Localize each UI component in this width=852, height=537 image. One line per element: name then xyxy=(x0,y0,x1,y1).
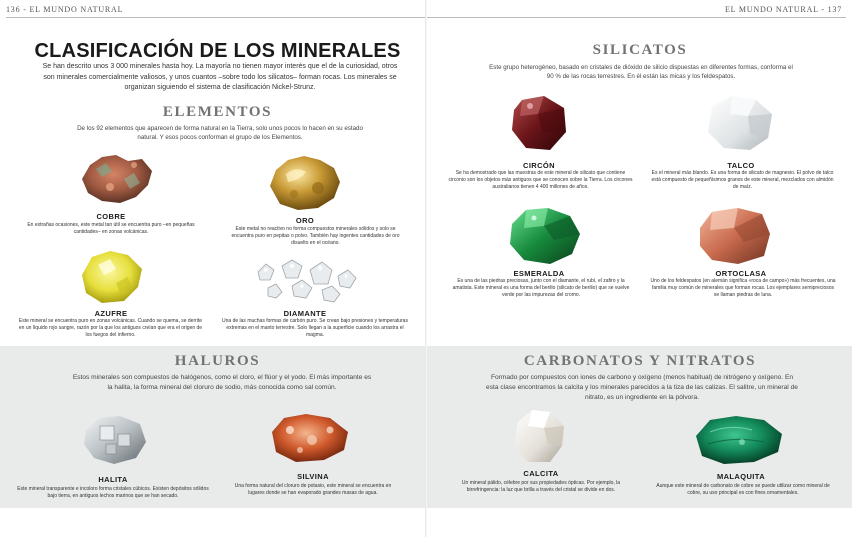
left-folio: 136 - EL MUNDO NATURAL xyxy=(6,5,124,14)
book-gutter xyxy=(425,0,427,537)
mineral-malaquita-image xyxy=(690,412,786,466)
mineral-oro-image xyxy=(266,152,342,212)
mineral-cobre-image xyxy=(76,149,156,207)
mineral-diamante-desc: Una de las muchas formas de carbón puro. Se crean bajo presiones y temperaturas extremas en el manto terrestre. Solo llegan a la superficie cuando los arrastra el magma. xyxy=(222,318,408,338)
mineral-azufre-desc: Este mineral se encuentra puro en zonas volcánicas. Cuando se quema, se derrite en un líquido rojo sangre, razón por la que los antiguos creían que era el origen de los fuegos del infierno. xyxy=(18,318,203,338)
mineral-cobre-name: COBRE xyxy=(96,212,126,221)
section-title-carbonatos: CARBONATOS Y NITRATOS xyxy=(523,353,757,369)
mineral-circon-image xyxy=(508,92,570,154)
mineral-halita-name: HALITA xyxy=(98,475,128,484)
page-intro: Se han descrito unos 3 000 minerales hasta hoy. La mayoría no tienen mayor interés que el de la curiosidad, otros son minerales comercialmente valiosos, y unos cuantos –sobre todo los silicatos– forman rocas. Los minerales se organizan siguiendo el sistema de clasificación Nickel-Strunz. xyxy=(42,63,398,91)
section-title-elementos: ELEMENTOS xyxy=(162,104,273,120)
section-intro-elementos: De los 92 elementos que aparecen de forma natural en la Tierra, solo unos pocos lo hacen en su estado natural. Y esos pocos conforman el grupo de los Elementos. xyxy=(77,125,363,141)
mineral-azufre-name: AZUFRE xyxy=(94,309,128,318)
mineral-ortoclasa-desc: Uno de los feldespatos (en alemán significa «roca de campo») más frecuentes, una familia muy común de minerales que forman rocas. Los ejemplares semipreciosos se llaman piedras de luna. xyxy=(650,278,836,298)
mineral-calcita-name: CALCITA xyxy=(523,469,559,478)
section-title-haluros: HALUROS xyxy=(174,353,261,369)
mineral-esmeralda-image xyxy=(504,204,584,266)
mineral-malaquita-desc: Aunque este mineral de carbonato de cobre se puede utilizar como mineral de cobre, su uso principal es con fines ornamentales. xyxy=(656,483,830,496)
mineral-circon-desc: Se ha demostrado que las muestras de este mineral de silicato que contiene circonio son los objetos más antiguos que se conocen sobre la Tierra. Los circones australianos tienen 4 400 millones de años. xyxy=(448,170,633,190)
mineral-talco-desc: Es el mineral más blando. Es una forma de silicato de magnesio. El polvo de talco está compuesto de pequeñísimos granos de este mineral, mezclados con almidón de maíz. xyxy=(651,170,834,190)
mineral-ortoclasa-name: ORTOCLASA xyxy=(715,269,767,278)
mineral-talco-image xyxy=(702,92,776,154)
section-intro-carbonatos: Formado por compuestos con iones de carbono y oxígeno (menos habitual) de nitrógeno y oxígeno. En esta clase encontramos la calcita y los minerales parecidos a la tiza de las calizas. El salitre, un mineral de nitrato, es un ingrediente en la pólvora. xyxy=(486,374,798,401)
mineral-circon-name: CIRCÓN xyxy=(523,161,555,170)
mineral-silvina-name: SILVINA xyxy=(297,472,329,481)
mineral-talco-name: TALCO xyxy=(727,161,755,170)
mineral-oro-desc: Este metal no reactivo no forma compuestos minerales sólidos y solo se encuentra puro en pepitas o polvo. También hay ingentes cantidades de oro disuelto en el océano. xyxy=(231,226,400,246)
mineral-ortoclasa-image xyxy=(694,204,774,266)
mineral-oro-name: ORO xyxy=(295,216,315,225)
right-folio: EL MUNDO NATURAL - 137 xyxy=(725,5,842,14)
mineral-silvina-image xyxy=(266,410,352,464)
mineral-halita-image xyxy=(80,412,150,466)
section-intro-silicatos: Este grupo heterogéneo, basado en cristales de dióxido de silicio dispuestas en diferentes formas, conforma el 90 % de las rocas terrestres. En él están las micas y los feldespatos. xyxy=(489,64,793,80)
mineral-malaquita-name: MALAQUITA xyxy=(716,472,766,481)
mineral-diamante-image xyxy=(252,258,362,306)
section-intro-haluros: Estos minerales son compuestos de halógenos, como el cloro, el flúor y el yodo. El más importante es la halita, la forma mineral del cloruro de sodio, más conocida como sal común. xyxy=(72,374,372,391)
mineral-cobre-desc: En extrañas ocasiones, este metal tan útil se encuentra puro –en pequeñas cantidades– en zonas volcánicas. xyxy=(27,222,195,235)
mineral-esmeralda-name: ESMERALDA xyxy=(513,269,565,278)
mineral-diamante-name: DIAMANTE xyxy=(283,309,327,318)
page-title: CLASIFICACIÓN DE LOS MINERALES xyxy=(34,40,401,62)
section-title-silicatos: SILICATOS xyxy=(592,42,688,58)
mineral-esmeralda-desc: Es una de las piedras preciosas, junto con el diamante, el rubí, el zafiro y la amatista. Este mineral es una forma del berilio (silicato de berilio) que se vuelve verde por las impurezas del cromo. xyxy=(452,278,630,298)
mineral-calcita-desc: Un mineral pálido, célebre por sus propiedades ópticas. Por ejemplo, la birrefringencia: la luz que brilla a través del cristal se divide en dos. xyxy=(461,480,621,493)
mineral-silvina-desc: Una forma natural del cloruro de potasio, este mineral se encuentra en lugares donde se han evaporado grandes masas de agua. xyxy=(234,483,392,496)
mineral-halita-desc: Este mineral transparente e incoloro forma cristales cúbicos. Existen depósitos sólidos bajo tierra, en antiguos lechos marinos que se han secado. xyxy=(17,486,209,499)
mineral-calcita-image xyxy=(508,406,568,466)
mineral-azufre-image xyxy=(76,247,146,305)
